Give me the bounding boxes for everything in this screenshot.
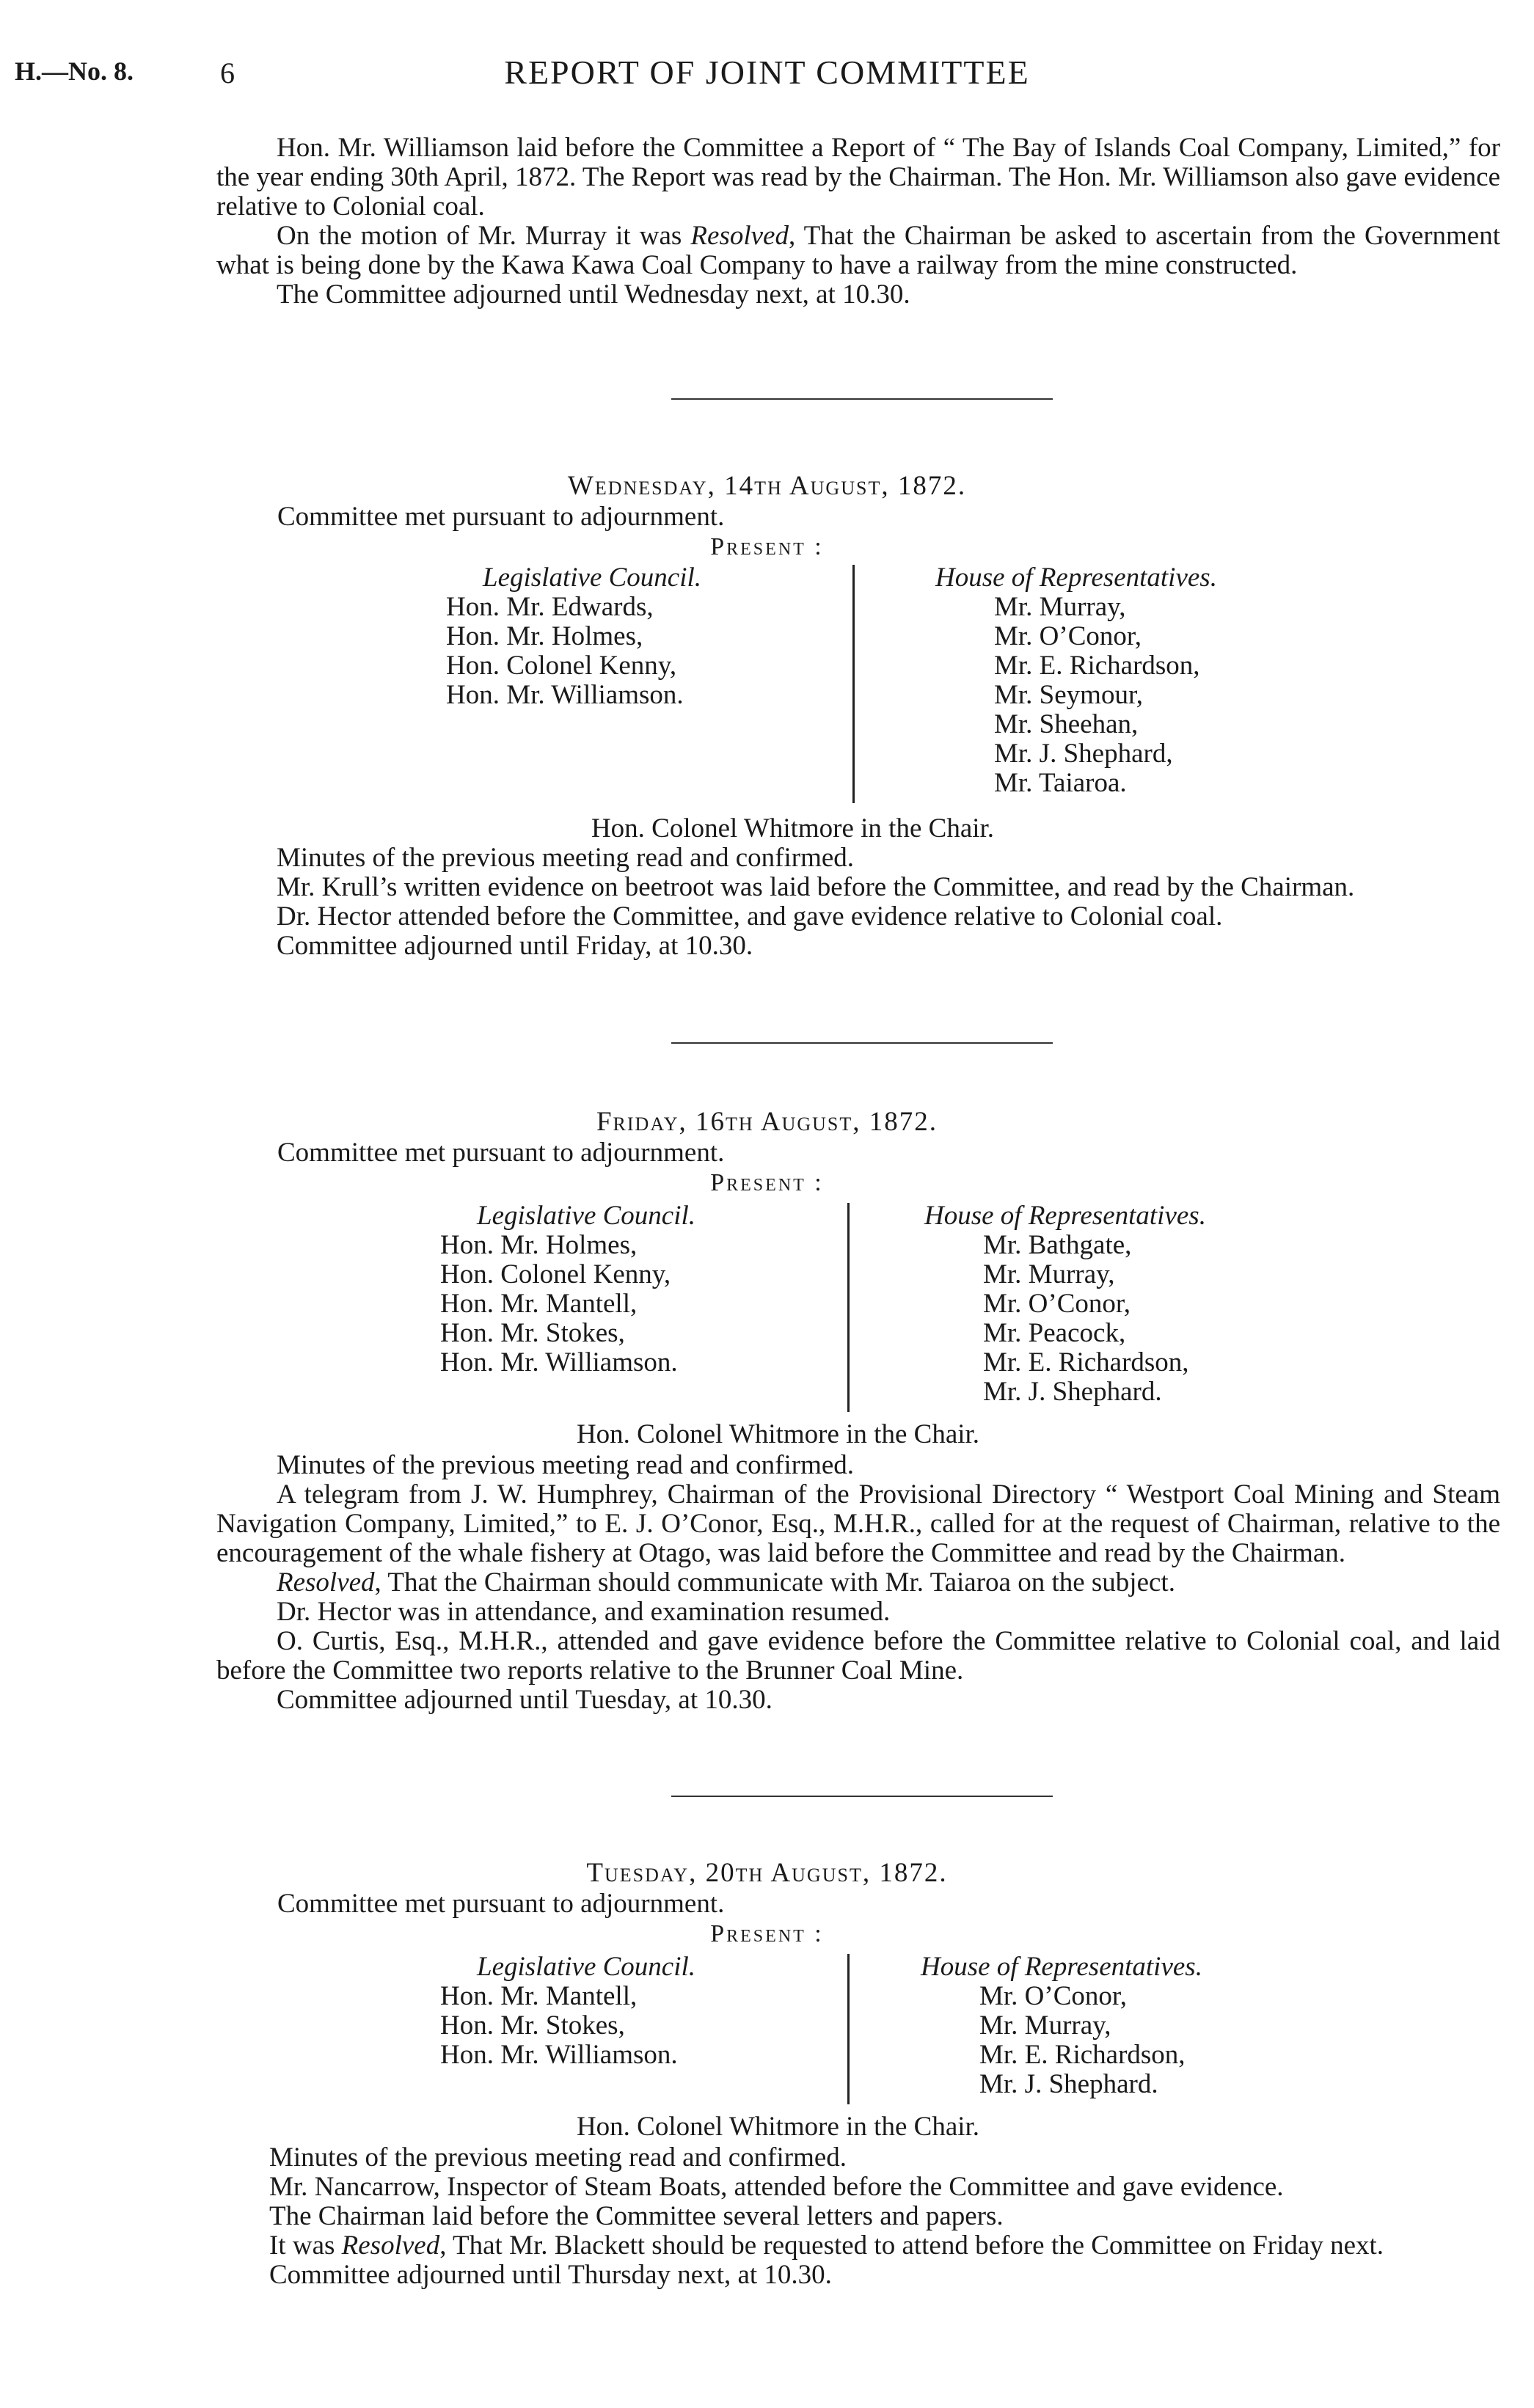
meeting-date: Tuesday, 20th August, 1872.	[586, 1858, 948, 1888]
member-name: Hon. Mr. Holmes,	[440, 1230, 638, 1260]
present-heading: Present :	[710, 1920, 824, 1947]
member-name: Mr. Bathgate,	[983, 1230, 1132, 1260]
meeting-minutes	[216, 1451, 1500, 1715]
member-name: Hon. Mr. Mantell,	[440, 1289, 638, 1319]
meeting-opening: Committee met pursuant to adjournment.	[277, 502, 725, 532]
house-heading: House of Representatives.	[924, 1201, 1206, 1231]
member-name: Mr. J. Shephard.	[983, 1377, 1162, 1407]
paragraph: Committee adjourned until Thursday next, at 10.30.	[269, 2260, 832, 2290]
member-name: Mr. E. Richardson,	[979, 2040, 1186, 2070]
member-name: Mr. Peacock,	[983, 1318, 1126, 1348]
member-name: Hon. Mr. Stokes,	[440, 1318, 625, 1348]
paragraph: Minutes of the previous meeting read and confirmed.	[277, 843, 855, 873]
member-name: Hon. Mr. Mantell,	[440, 1981, 638, 2011]
council-column	[446, 563, 701, 710]
paragraph: Mr. Nancarrow, Inspector of Steam Boats, attended before the Committee and gave evidence.	[269, 2172, 1284, 2202]
paragraph: Resolved, That the Chairman should communicate with Mr. Taiaroa on the subject.	[277, 1567, 1175, 1598]
meeting-date: Wednesday, 14th August, 1872.	[567, 471, 967, 501]
present-heading: Present :	[710, 533, 824, 560]
council-column	[440, 1953, 695, 2070]
page-header	[0, 53, 1534, 97]
paragraph: O. Curtis, Esq., M.H.R., attended and gave evidence before the Committee relative to Colonial coal, and laid before the Committee two reports relative to the Brunner Coal Mine.	[216, 1626, 1500, 1686]
member-name: Hon. Mr. Williamson.	[440, 2040, 678, 2070]
meeting-opening: Committee met pursuant to adjournment.	[277, 1889, 725, 1919]
member-name: Mr. Taiaroa.	[994, 768, 1127, 798]
house-heading: House of Representatives.	[935, 563, 1217, 593]
page-number: 6	[220, 56, 235, 89]
paragraph: It was Resolved, That Mr. Blackett should be requested to attend before the Committee on Friday next.	[269, 2230, 1384, 2261]
house-column	[924, 1201, 1206, 1407]
member-name: Mr. O’Conor,	[994, 621, 1142, 651]
chair-line: Hon. Colonel Whitmore in the Chair.	[576, 2112, 980, 2142]
page-title: REPORT OF JOINT COMMITTEE	[504, 54, 1030, 91]
paragraph: Dr. Hector was in attendance, and examination resumed.	[277, 1597, 891, 1627]
meeting-minutes	[209, 2143, 1500, 2290]
paragraph: Minutes of the previous meeting read and confirmed.	[277, 1450, 855, 1480]
member-name: Mr. O’Conor,	[979, 1981, 1127, 2011]
house-column	[921, 1953, 1202, 2099]
member-name: Mr. Sheehan,	[994, 709, 1139, 739]
paragraph: Minutes of the previous meeting read and confirmed.	[269, 2142, 847, 2173]
member-name: Mr. E. Richardson,	[983, 1347, 1189, 1377]
section-divider	[671, 1042, 1053, 1044]
member-name: Hon. Mr. Holmes,	[446, 621, 643, 651]
member-name: Mr. O’Conor,	[983, 1289, 1131, 1319]
member-name: Hon. Colonel Kenny,	[446, 651, 677, 681]
paragraph: On the motion of Mr. Murray it was Resolved, That the Chairman be asked to ascertain from the Government what is being done by the Kawa Kawa Coal Company to have a railway from the mine constructed.	[216, 221, 1500, 280]
section-divider	[671, 398, 1053, 400]
member-name: Hon. Mr. Edwards,	[446, 592, 654, 622]
member-name: Hon. Mr. Williamson.	[446, 680, 684, 710]
member-name: Hon. Mr. Williamson.	[440, 1347, 678, 1377]
member-name: Hon. Mr. Stokes,	[440, 2010, 625, 2041]
meeting-minutes	[216, 843, 1500, 961]
column-divider	[852, 565, 855, 803]
meeting-date: Friday, 16th August, 1872.	[596, 1107, 938, 1137]
council-heading: Legislative Council.	[483, 563, 702, 593]
council-heading: Legislative Council.	[477, 1201, 696, 1231]
member-name: Mr. Murray,	[994, 592, 1126, 622]
council-heading: Legislative Council.	[477, 1952, 696, 1982]
house-column	[935, 563, 1217, 798]
column-divider	[847, 1203, 850, 1412]
paragraph: The Chairman laid before the Committee several letters and papers.	[269, 2201, 1004, 2231]
member-name: Mr. E. Richardson,	[994, 651, 1200, 681]
member-name: Mr. Murray,	[983, 1259, 1115, 1289]
member-name: Mr. J. Shephard.	[979, 2069, 1158, 2099]
paragraph: Mr. Krull’s written evidence on beetroot was laid before the Committee, and read by the Chairman.	[277, 872, 1355, 902]
paper-code: H.—No. 8.	[15, 56, 134, 86]
council-column	[440, 1201, 695, 1377]
member-name: Mr. J. Shephard,	[994, 739, 1173, 769]
chair-line: Hon. Colonel Whitmore in the Chair.	[576, 1419, 980, 1449]
paragraph: Committee adjourned until Friday, at 10.30.	[277, 931, 753, 961]
paragraph: Dr. Hector attended before the Committee, and gave evidence relative to Colonial coal.	[277, 901, 1223, 932]
house-heading: House of Representatives.	[921, 1952, 1202, 1982]
paragraph: Hon. Mr. Williamson laid before the Committee a Report of “ The Bay of Islands Coal Company, Limited,” for the year ending 30th April, 1872. The Report was read by the Chairman. The Hon. Mr. Williamson also gave evidence relative to Colonial coal.	[216, 133, 1500, 222]
chair-line: Hon. Colonel Whitmore in the Chair.	[591, 813, 995, 843]
member-name: Hon. Colonel Kenny,	[440, 1259, 671, 1289]
section-divider	[671, 1796, 1053, 1797]
paragraph: The Committee adjourned until Wednesday next, at 10.30.	[277, 279, 910, 310]
member-name: Mr. Murray,	[979, 2010, 1111, 2041]
paragraph: Committee adjourned until Tuesday, at 10.30.	[277, 1685, 773, 1715]
meeting-opening: Committee met pursuant to adjournment.	[277, 1138, 725, 1168]
paragraph: A telegram from J. W. Humphrey, Chairman of the Provisional Directory “ Westport Coal Mining and Steam Navigation Company, Limited,” to E. J. O’Conor, Esq., M.H.R., called for at the request of Chairman, relative to the encouragement of the whale fishery at Otago, was laid before the Committee and read by the Chairman.	[216, 1479, 1500, 1568]
column-divider	[847, 1954, 850, 2104]
intro-section	[216, 133, 1500, 310]
present-heading: Present :	[710, 1169, 824, 1196]
member-name: Mr. Seymour,	[994, 680, 1144, 710]
